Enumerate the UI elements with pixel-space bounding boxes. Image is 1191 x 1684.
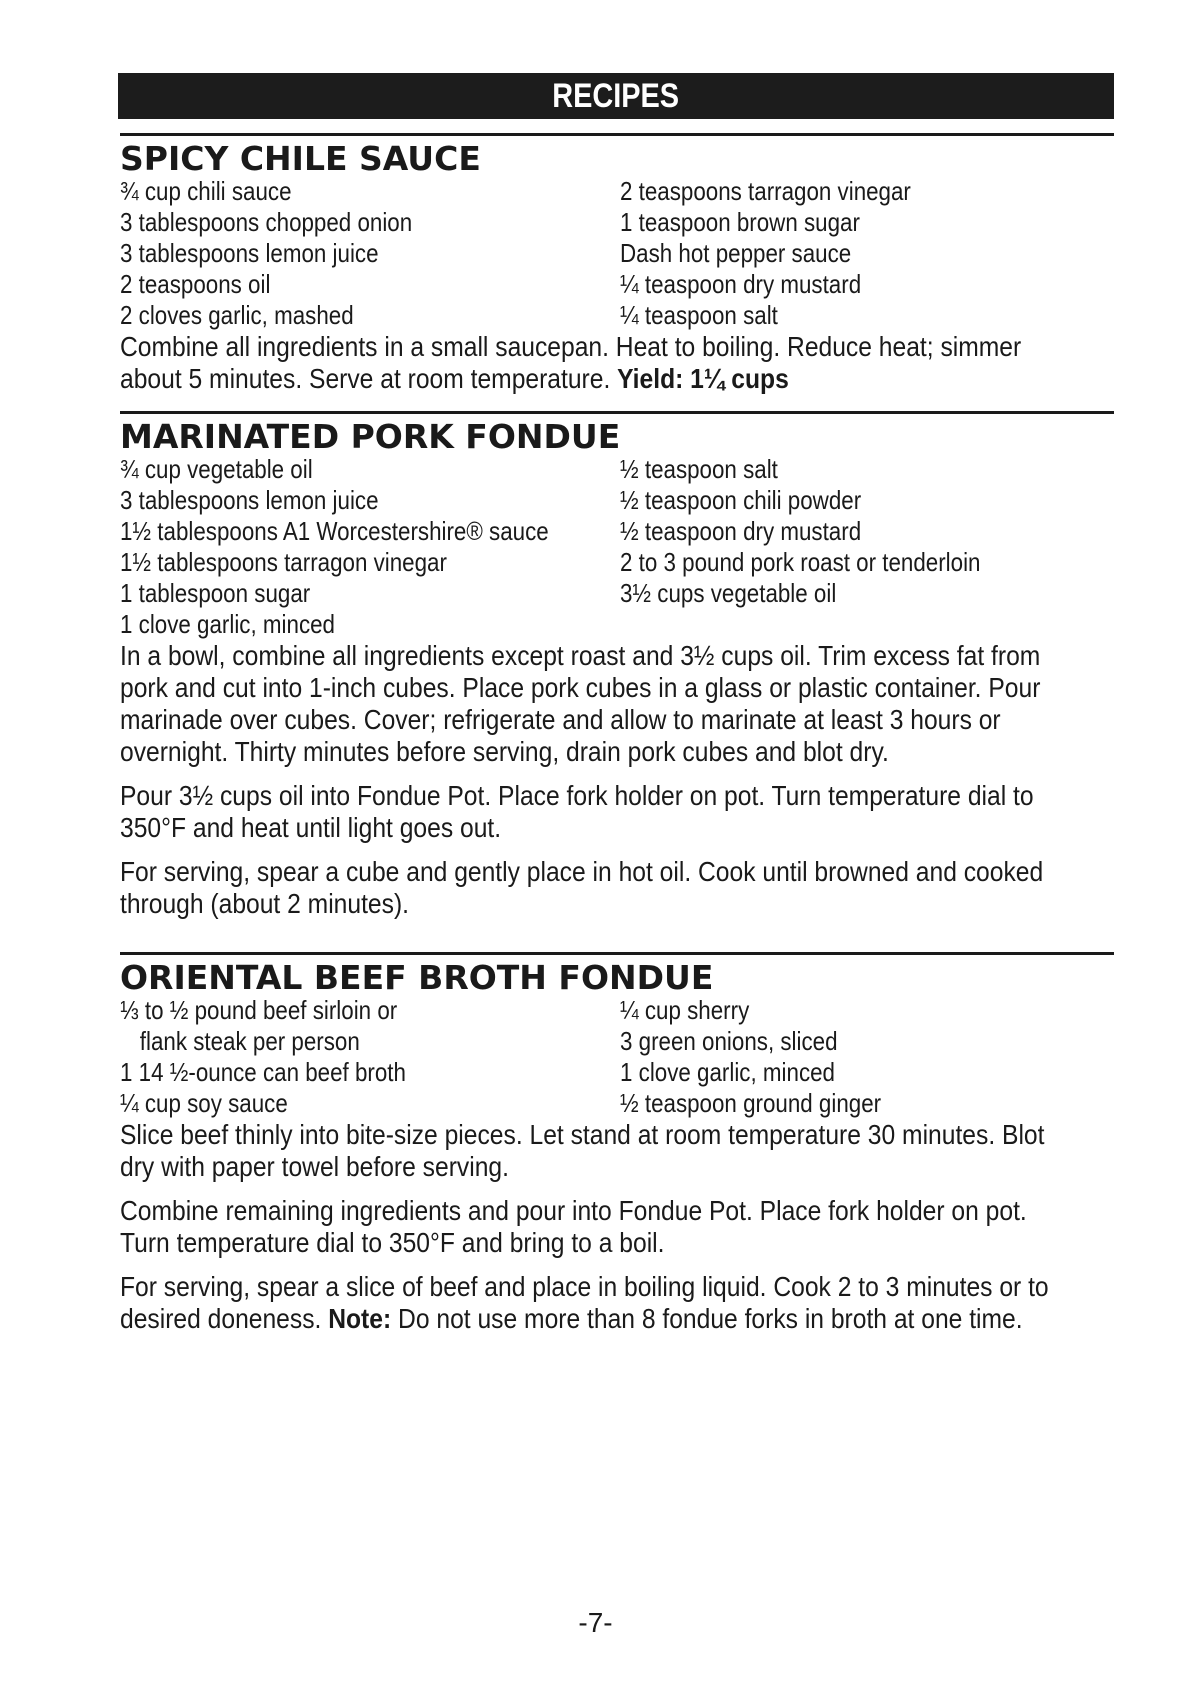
ingredient: ⅓ to ½ pound beef sirloin or [120, 995, 398, 1025]
directions-line: In a bowl, combine all ingredients except roast and 3½ cups oil. Trim excess fat from [120, 640, 1041, 671]
ingredient: 3 tablespoons lemon juice [120, 238, 379, 268]
ingredient: 2 cloves garlic, mashed [120, 300, 354, 330]
ingredient-column-right [620, 176, 958, 331]
ingredient: ¼ teaspoon dry mustard [620, 269, 862, 299]
directions-paragraph [120, 640, 1114, 768]
ingredient: ¼ cup sherry [620, 995, 750, 1025]
ingredient: Dash hot pepper sauce [620, 238, 852, 268]
page-number: -7- [578, 1607, 613, 1638]
ingredient: 2 to 3 pound pork roast or tenderloin [620, 547, 981, 577]
directions-line [120, 1303, 1023, 1335]
ingredient: 2 teaspoons tarragon vinegar [620, 176, 911, 206]
directions-line: Turn temperature dial to 350°F and bring to a boil. [120, 1227, 665, 1258]
directions-paragraph [120, 1195, 1114, 1259]
recipe-marinated-pork-fondue [120, 411, 1114, 920]
directions-line: Slice beef thinly into bite-size pieces. Let stand at room temperature 30 minutes. Blot [120, 1119, 1045, 1150]
directions-paragraph [120, 780, 1114, 844]
directions-line: For serving, spear a cube and gently place in hot oil. Cook until browned and cooked [120, 856, 1044, 887]
ingredient: 1 14 ½-ounce can beef broth [120, 1057, 406, 1087]
ingredient: ½ teaspoon salt [620, 454, 778, 484]
ingredient: 1½ tablespoons tarragon vinegar [120, 547, 447, 577]
directions-paragraph [120, 1119, 1114, 1183]
ingredient: ½ teaspoon dry mustard [620, 516, 862, 546]
ingredient: flank steak per person [139, 1026, 360, 1056]
directions-line: 350°F and heat until light goes out. [120, 812, 502, 843]
ingredient: 3 tablespoons lemon juice [120, 485, 379, 515]
ingredient: 1 teaspoon brown sugar [620, 207, 860, 237]
yield-label: Yield: 1¼ cups [617, 363, 789, 394]
ingredient-list [120, 176, 1114, 331]
directions-paragraph [120, 856, 1114, 920]
ingredient-column-left [120, 995, 620, 1119]
ingredient: ¾ cup vegetable oil [120, 454, 313, 484]
directions-line: Combine all ingredients in a small saucepan. Heat to boiling. Reduce heat; simmer [120, 331, 1022, 362]
ingredient: 3½ cups vegetable oil [620, 578, 837, 608]
ingredient: 3 green onions, sliced [620, 1026, 838, 1056]
directions-text: Do not use more than 8 fondue forks in broth at one time. [398, 1303, 1023, 1334]
ingredient: 1 tablespoon sugar [120, 578, 311, 608]
directions-line: marinade over cubes. Cover; refrigerate and allow to marinate at least 3 hours or [120, 704, 1001, 735]
ingredient-column-right [620, 454, 1039, 640]
ingredient: 1 clove garlic, minced [620, 1057, 835, 1087]
ingredient-column-right [620, 995, 924, 1119]
ingredient-column-left [120, 176, 620, 331]
directions-text: desired doneness. [120, 1303, 322, 1334]
ingredient: 3 tablespoons chopped onion [120, 207, 413, 237]
directions-line: dry with paper towel before serving. [120, 1151, 509, 1182]
directions-line: Pour 3½ cups oil into Fondue Pot. Place fork holder on pot. Turn temperature dial to [120, 780, 1034, 811]
directions-line: pork and cut into 1-inch cubes. Place pork cubes in a glass or plastic container. Pour [120, 672, 1041, 703]
note-label: Note: [328, 1303, 392, 1334]
directions-line: through (about 2 minutes). [120, 888, 410, 919]
ingredient: ¾ cup chili sauce [120, 176, 292, 206]
recipe-title: SPICY CHILE SAUCE [120, 139, 481, 178]
ingredient: ¼ teaspoon salt [620, 300, 778, 330]
ingredient: ¼ cup soy sauce [120, 1088, 288, 1118]
directions-line: Combine remaining ingredients and pour into Fondue Pot. Place fork holder on pot. [120, 1195, 1027, 1226]
page-header-title: RECIPES [552, 77, 680, 115]
section-divider [120, 952, 1114, 955]
ingredient: ½ teaspoon ground ginger [620, 1088, 882, 1118]
page-header-bar [118, 73, 1114, 119]
ingredient-list [120, 995, 1114, 1119]
ingredient-list [120, 454, 1114, 640]
recipe-title: MARINATED PORK FONDUE [120, 417, 621, 456]
ingredient: 1 clove garlic, minced [120, 609, 335, 639]
recipe-spicy-chile-sauce [120, 133, 1114, 395]
directions-paragraph [120, 331, 1114, 395]
ingredient: 1½ tablespoons A1 Worcestershire® sauce [120, 516, 549, 546]
ingredient: ½ teaspoon chili powder [620, 485, 862, 515]
ingredient: 2 teaspoons oil [120, 269, 271, 299]
directions-paragraph [120, 1271, 1114, 1335]
directions-line: overnight. Thirty minutes before serving, drain pork cubes and blot dry. [120, 736, 889, 767]
recipe-title: ORIENTAL BEEF BROTH FONDUE [120, 958, 714, 997]
directions-line: For serving, spear a slice of beef and place in boiling liquid. Cook 2 to 3 minutes or to [120, 1271, 1049, 1302]
section-divider [120, 133, 1114, 136]
ingredient-column-left [120, 454, 620, 640]
section-divider [120, 411, 1114, 414]
directions-line [120, 363, 995, 395]
recipe-oriental-beef-broth-fondue [120, 952, 1114, 1335]
directions-text: about 5 minutes. Serve at room temperature. [120, 363, 611, 394]
